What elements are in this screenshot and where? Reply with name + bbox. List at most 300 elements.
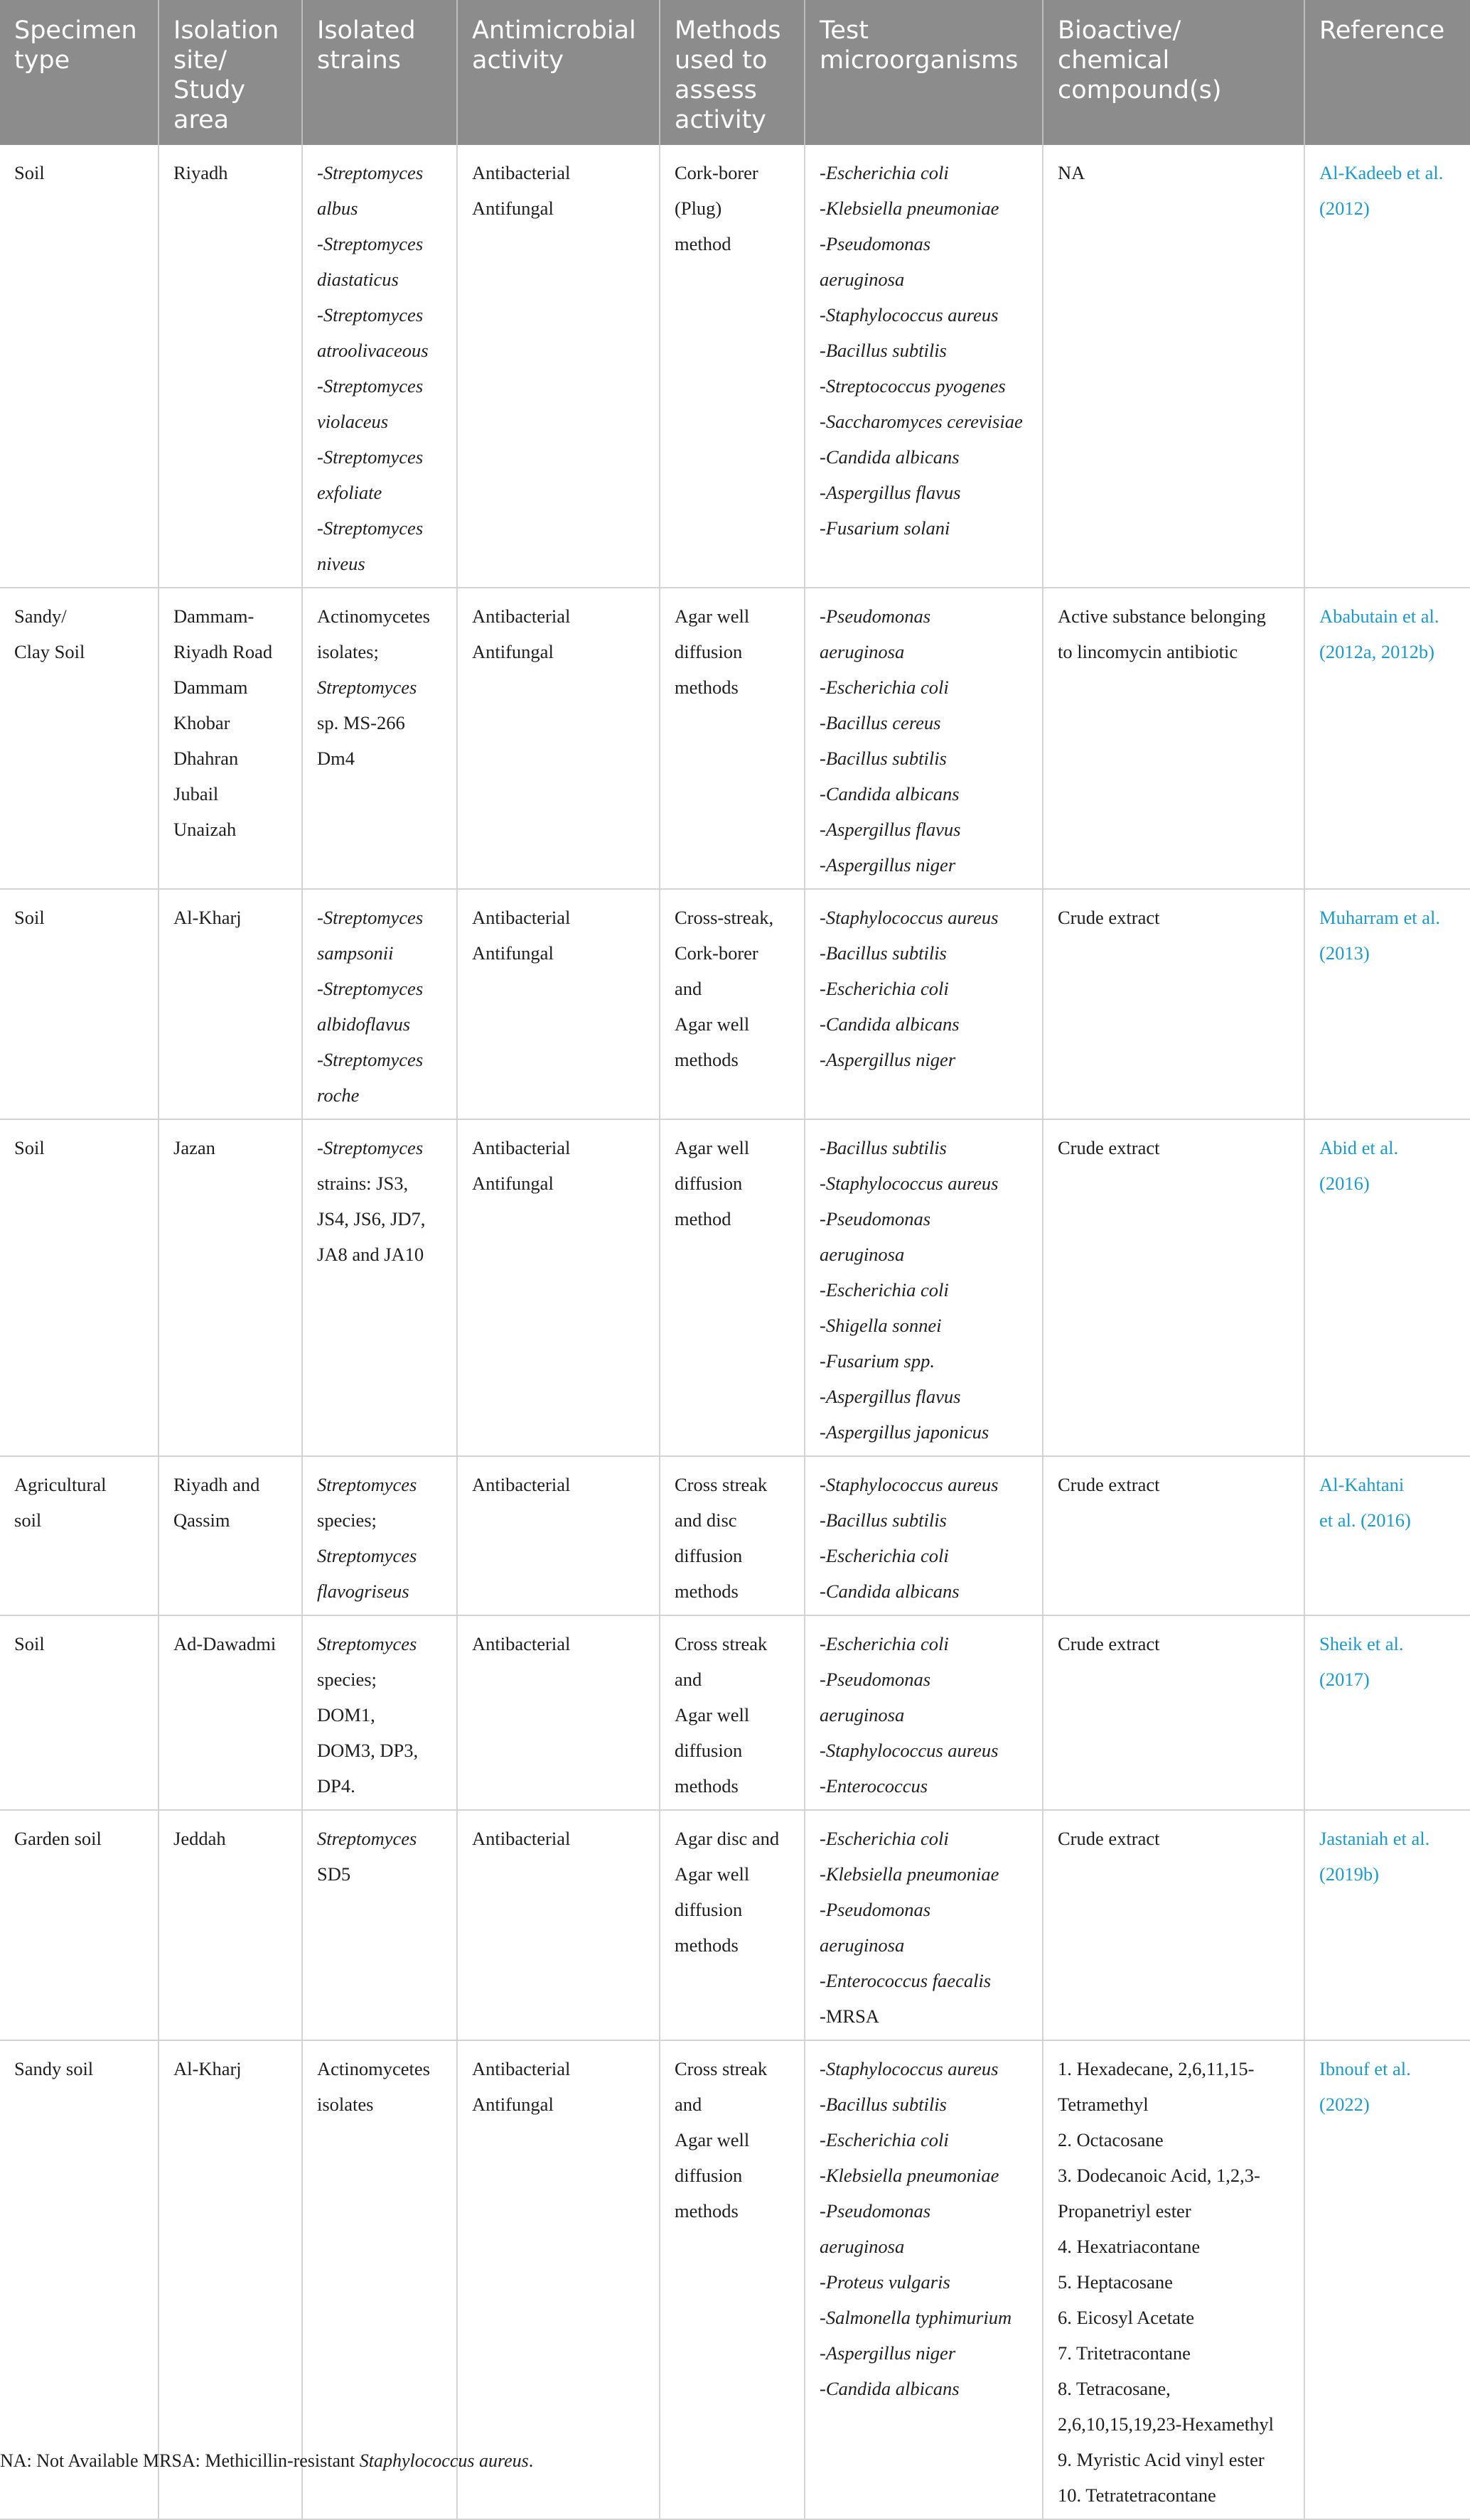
- cell-test-microorganisms: [805, 145, 1043, 588]
- cell-specimen-type: [0, 889, 159, 1119]
- cell-text: species;: [317, 1509, 377, 1531]
- cell-specimen-type: [0, 2040, 159, 2519]
- cell-text: DOM3, DP3,: [317, 1740, 419, 1761]
- reference-link[interactable]: Abid et al.: [1319, 1137, 1399, 1158]
- cell-isolation-site: [159, 588, 302, 889]
- cell-text: JA8 and JA10: [317, 1244, 424, 1265]
- cell-text: -Saccharomyces cerevisiae: [820, 411, 1023, 432]
- cell-text: Antibacterial: [472, 1137, 571, 1158]
- cell-text: diffusion: [675, 1740, 743, 1761]
- table-body: [0, 145, 1470, 2519]
- cell-isolated-strains: [302, 145, 457, 588]
- cell-text: methods: [675, 1934, 739, 1956]
- cell-specimen-type: [0, 145, 159, 588]
- cell-text: Agricultural: [14, 1474, 107, 1495]
- cell-specimen-type: [0, 1810, 159, 2040]
- cell-antimicrobial-activity: [457, 889, 660, 1119]
- cell-text: -Streptomyces: [317, 907, 424, 928]
- cell-specimen-type: [0, 1615, 159, 1810]
- header-text: area: [173, 106, 230, 134]
- header-methods: [660, 0, 805, 145]
- cell-text: Cross streak: [675, 1474, 768, 1495]
- cell-text: -Staphylococcus aureus: [820, 1474, 999, 1495]
- cell-text: SD5: [317, 1863, 351, 1885]
- cell-text: -Streptomyces: [317, 233, 424, 254]
- reference-link[interactable]: Jastaniah et al.: [1319, 1828, 1430, 1849]
- cell-text: Active substance belonging: [1058, 605, 1266, 627]
- header-bioactive-compounds: [1043, 0, 1304, 145]
- cell-text: Antifungal: [472, 942, 554, 964]
- cell-text: -Staphylococcus aureus: [820, 2058, 999, 2079]
- cell-text: albus: [317, 198, 358, 219]
- header-text: type: [14, 46, 70, 75]
- header-text: activity: [675, 106, 767, 134]
- header-specimen-type: [0, 0, 159, 145]
- cell-reference: [1304, 145, 1470, 588]
- cell-text: -Aspergillus flavus: [820, 819, 961, 840]
- cell-text: aeruginosa: [820, 1934, 905, 1956]
- cell-text: -Enterococcus: [820, 1775, 928, 1797]
- cell-text: and: [675, 2094, 702, 2115]
- cell-text: -Escherichia coli: [820, 2129, 949, 2150]
- cell-text: Riyadh and: [173, 1474, 260, 1495]
- cell-text: Agar well: [675, 1137, 750, 1158]
- cell-text: -Proteus vulgaris: [820, 2271, 950, 2293]
- cell-text: -Streptomyces: [317, 304, 424, 325]
- cell-text: 10. Tetratetracontane: [1058, 2484, 1216, 2506]
- table-row: [0, 2040, 1470, 2519]
- cell-text: -Pseudomonas: [820, 1899, 931, 1920]
- cell-text: -Streptomyces: [317, 517, 424, 539]
- cell-antimicrobial-activity: [457, 1615, 660, 1810]
- cell-text: Clay Soil: [14, 641, 85, 662]
- cell-text: Jeddah: [173, 1828, 226, 1849]
- footnote-end: .: [528, 2450, 534, 2471]
- cell-text: soil: [14, 1509, 42, 1531]
- cell-text: -Candida albicans: [820, 783, 960, 804]
- cell-reference: [1304, 1456, 1470, 1615]
- cell-text: methods: [675, 2200, 739, 2222]
- cell-test-microorganisms: [805, 588, 1043, 889]
- cell-text: -Candida albicans: [820, 1581, 960, 1602]
- cell-bioactive-compounds: [1043, 1810, 1304, 2040]
- cell-text: -Aspergillus flavus: [820, 482, 961, 503]
- cell-text: -Salmonella typhimurium: [820, 2307, 1012, 2328]
- cell-text: -Bacillus subtilis: [820, 340, 947, 361]
- cell-text: Jubail: [173, 783, 219, 804]
- cell-text: -Escherichia coli: [820, 677, 949, 698]
- cell-text: -Staphylococcus aureus: [820, 1173, 999, 1194]
- cell-text: Antifungal: [472, 641, 554, 662]
- cell-text: and: [675, 1669, 702, 1690]
- cell-text: Antifungal: [472, 2094, 554, 2115]
- cell-text: aeruginosa: [820, 1704, 905, 1725]
- reference-link[interactable]: Muharram et al.: [1319, 907, 1440, 928]
- cell-text: Actinomycetes: [317, 2058, 430, 2079]
- cell-text: JS4, JS6, JD7,: [317, 1208, 426, 1229]
- cell-methods: [660, 145, 805, 588]
- reference-link[interactable]: (2012a, 2012b): [1319, 641, 1434, 662]
- cell-text: -Escherichia coli: [820, 1633, 949, 1654]
- header-reference: [1304, 0, 1470, 145]
- header-text: microorganisms: [820, 46, 1019, 75]
- cell-text: Al-Kharj: [173, 907, 242, 928]
- cell-text: DOM1,: [317, 1704, 375, 1725]
- cell-text: -Staphylococcus aureus: [820, 1740, 999, 1761]
- cell-methods: [660, 588, 805, 889]
- cell-text: Unaizah: [173, 819, 237, 840]
- reference-link[interactable]: et al. (2016): [1319, 1509, 1411, 1531]
- cell-text: -Escherichia coli: [820, 978, 949, 999]
- cell-text: -Streptomyces: [317, 162, 424, 183]
- cell-isolated-strains: [302, 1456, 457, 1615]
- cell-text: -Aspergillus niger: [820, 1049, 956, 1070]
- cell-isolation-site: [159, 1810, 302, 2040]
- cell-text: Crude extract: [1058, 1474, 1160, 1495]
- cell-text: Qassim: [173, 1509, 230, 1531]
- cell-text: DP4.: [317, 1775, 355, 1797]
- cell-text: -Bacillus cereus: [820, 712, 941, 733]
- cell-text: Antifungal: [472, 1173, 554, 1194]
- cell-text: -Bacillus subtilis: [820, 2094, 947, 2115]
- cell-text: -Bacillus subtilis: [820, 1509, 947, 1531]
- cell-text: -Streptomyces: [317, 1137, 424, 1158]
- cell-text: Agar disc and: [675, 1828, 780, 1849]
- header-text: strains: [317, 46, 401, 75]
- cell-text: Cross streak: [675, 1633, 768, 1654]
- cell-text: Dm4: [317, 748, 355, 769]
- cell-text: Antibacterial: [472, 1633, 571, 1654]
- cell-text: Cork-borer: [675, 162, 758, 183]
- reference-link[interactable]: Al-Kahtani: [1319, 1474, 1405, 1495]
- cell-text: Soil: [14, 1137, 45, 1158]
- cell-text: Crude extract: [1058, 907, 1160, 928]
- cell-text: Dammam: [173, 677, 248, 698]
- cell-text: Agar well: [675, 1863, 750, 1885]
- footnote-italic: Staphylococcus aureus: [359, 2450, 529, 2471]
- cell-bioactive-compounds: [1043, 588, 1304, 889]
- cell-text: violaceus: [317, 411, 389, 432]
- cell-text: -Enterococcus faecalis: [820, 1970, 992, 1991]
- cell-text: -Fusarium spp.: [820, 1350, 935, 1372]
- reference-link[interactable]: (2012): [1319, 198, 1370, 219]
- header-text: Isolated: [317, 16, 416, 45]
- cell-text: -Aspergillus niger: [820, 854, 956, 876]
- cell-text: Antibacterial: [472, 2058, 571, 2079]
- cell-text: Agar well: [675, 1013, 750, 1035]
- cell-text: Agar well: [675, 605, 750, 627]
- cell-text: -Fusarium solani: [820, 517, 950, 539]
- cell-text: sp. MS-266: [317, 712, 405, 733]
- header-text: Methods: [675, 16, 781, 45]
- table-header: [0, 0, 1470, 145]
- cell-text: -Bacillus subtilis: [820, 748, 947, 769]
- cell-text: Antibacterial: [472, 907, 571, 928]
- cell-text: 9. Myristic Acid vinyl ester: [1058, 2449, 1265, 2470]
- cell-test-microorganisms: [805, 1456, 1043, 1615]
- cell-text: -Candida albicans: [820, 1013, 960, 1035]
- cell-text: Dammam-: [173, 605, 254, 627]
- cell-text: method: [675, 233, 731, 254]
- cell-antimicrobial-activity: [457, 2040, 660, 2519]
- cell-text: Agar well: [675, 1704, 750, 1725]
- cell-text: isolates;: [317, 641, 379, 662]
- cell-text: albidoflavus: [317, 1013, 411, 1035]
- cell-text: -MRSA: [820, 2005, 879, 2027]
- cell-test-microorganisms: [805, 889, 1043, 1119]
- cell-text: -Streptomyces: [317, 978, 424, 999]
- cell-text: Streptomyces: [317, 1633, 417, 1654]
- cell-text: diffusion: [675, 1545, 743, 1566]
- reference-link[interactable]: Ababutain et al.: [1319, 605, 1439, 627]
- cell-text: -Klebsiella pneumoniae: [820, 198, 999, 219]
- header-text: Reference: [1319, 16, 1445, 45]
- cell-text: Riyadh: [173, 162, 228, 183]
- header-text: used to: [675, 46, 768, 75]
- cell-isolation-site: [159, 2040, 302, 2519]
- cell-text: Sandy/: [14, 605, 67, 627]
- header-isolation-site: [159, 0, 302, 145]
- cell-text: -Streptococcus pyogenes: [820, 375, 1006, 397]
- cell-text: Khobar: [173, 712, 230, 733]
- cell-text: aeruginosa: [820, 1244, 905, 1265]
- cell-text: Antifungal: [472, 198, 554, 219]
- reference-link[interactable]: (2022): [1319, 2094, 1370, 2115]
- cell-text: -Pseudomonas: [820, 2200, 931, 2222]
- cell-text: methods: [675, 1775, 739, 1797]
- cell-specimen-type: [0, 588, 159, 889]
- cell-text: 4. Hexatriacontane: [1058, 2236, 1201, 2257]
- header-text: Antimicrobial: [472, 16, 636, 45]
- cell-text: 8. Tetracosane,: [1058, 2378, 1171, 2399]
- table-row: [0, 588, 1470, 889]
- header-text: Test: [820, 16, 869, 45]
- cell-text: Actinomycetes: [317, 605, 430, 627]
- cell-text: Streptomyces: [317, 677, 417, 698]
- cell-text: NA: [1058, 162, 1085, 183]
- cell-bioactive-compounds: [1043, 1456, 1304, 1615]
- cell-text: -Bacillus subtilis: [820, 1137, 947, 1158]
- cell-text: Crude extract: [1058, 1828, 1160, 1849]
- cell-text: -Streptomyces: [317, 375, 424, 397]
- cell-text: diastaticus: [317, 269, 399, 290]
- cell-methods: [660, 1810, 805, 2040]
- cell-text: method: [675, 1208, 731, 1229]
- cell-text: species;: [317, 1669, 377, 1690]
- cell-text: Jazan: [173, 1137, 215, 1158]
- cell-text: Ad-Dawadmi: [173, 1633, 277, 1654]
- cell-text: aeruginosa: [820, 269, 905, 290]
- cell-text: diffusion: [675, 641, 743, 662]
- cell-isolated-strains: [302, 1615, 457, 1810]
- cell-text: Sandy soil: [14, 2058, 94, 2079]
- cell-isolation-site: [159, 889, 302, 1119]
- cell-bioactive-compounds: [1043, 2040, 1304, 2519]
- header-antimicrobial-activity: [457, 0, 660, 145]
- cell-text: -Escherichia coli: [820, 1279, 949, 1301]
- cell-text: -Bacillus subtilis: [820, 942, 947, 964]
- reference-link[interactable]: Sheik et al.: [1319, 1633, 1404, 1654]
- cell-text: methods: [675, 677, 739, 698]
- cell-methods: [660, 1119, 805, 1456]
- cell-text: -Pseudomonas: [820, 605, 931, 627]
- cell-text: sampsonii: [317, 942, 394, 964]
- header-row: [0, 0, 1470, 145]
- cell-text: Dhahran: [173, 748, 239, 769]
- cell-reference: [1304, 588, 1470, 889]
- cell-text: strains: JS3,: [317, 1173, 409, 1194]
- cell-test-microorganisms: [805, 2040, 1043, 2519]
- header-text: activity: [472, 46, 564, 75]
- cell-reference: [1304, 889, 1470, 1119]
- cell-methods: [660, 889, 805, 1119]
- cell-antimicrobial-activity: [457, 588, 660, 889]
- cell-text: -Pseudomonas: [820, 1669, 931, 1690]
- cell-antimicrobial-activity: [457, 1456, 660, 1615]
- cell-text: -Klebsiella pneumoniae: [820, 2165, 999, 2186]
- cell-text: Streptomyces: [317, 1545, 417, 1566]
- cell-text: -Klebsiella pneumoniae: [820, 1863, 999, 1885]
- cell-text: -Streptomyces: [317, 1049, 424, 1070]
- cell-bioactive-compounds: [1043, 145, 1304, 588]
- header-text: site/: [173, 46, 227, 75]
- cell-text: -Shigella sonnei: [820, 1315, 942, 1336]
- cell-text: diffusion: [675, 2165, 743, 2186]
- footnote-text: NA: Not Available MRSA: Methicillin-resistant: [0, 2450, 360, 2471]
- cell-antimicrobial-activity: [457, 145, 660, 588]
- table-row: [0, 889, 1470, 1119]
- cell-text: Soil: [14, 162, 45, 183]
- cell-bioactive-compounds: [1043, 1615, 1304, 1810]
- cell-text: -Aspergillus japonicus: [820, 1421, 989, 1443]
- cell-reference: [1304, 1119, 1470, 1456]
- cell-text: atroolivaceous: [317, 340, 429, 361]
- cell-methods: [660, 1456, 805, 1615]
- reference-link[interactable]: (2017): [1319, 1669, 1370, 1690]
- cell-text: niveus: [317, 553, 365, 574]
- cell-specimen-type: [0, 1456, 159, 1615]
- cell-antimicrobial-activity: [457, 1119, 660, 1456]
- cell-text: aeruginosa: [820, 2236, 905, 2257]
- cell-text: aeruginosa: [820, 641, 905, 662]
- table-footnote: [0, 2450, 533, 2472]
- header-text: Bioactive/: [1058, 16, 1181, 45]
- table-row: [0, 1810, 1470, 2040]
- cell-text: methods: [675, 1581, 739, 1602]
- cell-isolation-site: [159, 1615, 302, 1810]
- cell-text: to lincomycin antibiotic: [1058, 641, 1238, 662]
- cell-text: -Pseudomonas: [820, 1208, 931, 1229]
- cell-text: Cross-streak,: [675, 907, 774, 928]
- cell-text: (Plug): [675, 198, 722, 219]
- cell-text: 7. Tritetracontane: [1058, 2342, 1191, 2364]
- reference-link[interactable]: Al-Kadeeb et al.: [1319, 162, 1444, 183]
- cell-methods: [660, 2040, 805, 2519]
- cell-bioactive-compounds: [1043, 1119, 1304, 1456]
- cell-text: Antibacterial: [472, 162, 571, 183]
- cell-text: -Pseudomonas: [820, 233, 931, 254]
- header-text: chemical: [1058, 46, 1170, 75]
- cell-text: -Aspergillus niger: [820, 2342, 956, 2364]
- cell-text: -Escherichia coli: [820, 1545, 949, 1566]
- cell-antimicrobial-activity: [457, 1810, 660, 2040]
- header-text: compound(s): [1058, 76, 1222, 104]
- table-row: [0, 145, 1470, 588]
- cell-text: -Escherichia coli: [820, 162, 949, 183]
- header-test-microorganisms: [805, 0, 1043, 145]
- header-text: Study: [173, 76, 246, 104]
- cell-test-microorganisms: [805, 1810, 1043, 2040]
- cell-text: 5. Heptacosane: [1058, 2271, 1173, 2293]
- cell-text: and: [675, 978, 702, 999]
- cell-isolation-site: [159, 1456, 302, 1615]
- cell-text: 2,6,10,15,19,23-Hexamethyl: [1058, 2413, 1274, 2435]
- cell-text: Riyadh Road: [173, 641, 273, 662]
- cell-text: Tetramethyl: [1058, 2094, 1149, 2115]
- reference-link[interactable]: Ibnouf et al.: [1319, 2058, 1411, 2079]
- cell-text: 2. Octacosane: [1058, 2129, 1164, 2150]
- cell-text: Agar well: [675, 2129, 750, 2150]
- cell-text: -Staphylococcus aureus: [820, 304, 999, 325]
- header-text: assess: [675, 76, 757, 104]
- cell-methods: [660, 1615, 805, 1810]
- header-isolated-strains: [302, 0, 457, 145]
- cell-text: Streptomyces: [317, 1474, 417, 1495]
- cell-text: Al-Kharj: [173, 2058, 242, 2079]
- cell-text: 1. Hexadecane, 2,6,11,15-: [1058, 2058, 1255, 2079]
- cell-isolated-strains: [302, 588, 457, 889]
- cell-text: Antibacterial: [472, 1474, 571, 1495]
- cell-text: diffusion: [675, 1173, 743, 1194]
- cell-text: and disc: [675, 1509, 737, 1531]
- cell-text: Crude extract: [1058, 1137, 1160, 1158]
- cell-text: -Staphylococcus aureus: [820, 907, 999, 928]
- cell-text: diffusion: [675, 1899, 743, 1920]
- reference-link[interactable]: (2019b): [1319, 1863, 1379, 1885]
- cell-text: Soil: [14, 907, 45, 928]
- cell-test-microorganisms: [805, 1615, 1043, 1810]
- cell-text: Streptomyces: [317, 1828, 417, 1849]
- cell-bioactive-compounds: [1043, 889, 1304, 1119]
- table-row: [0, 1615, 1470, 1810]
- cell-isolated-strains: [302, 1810, 457, 2040]
- cell-text: -Escherichia coli: [820, 1828, 949, 1849]
- cell-text: Antibacterial: [472, 1828, 571, 1849]
- cell-text: -Aspergillus flavus: [820, 1386, 961, 1407]
- cell-text: Cross streak: [675, 2058, 768, 2079]
- cell-text: 3. Dodecanoic Acid, 1,2,3-: [1058, 2165, 1260, 2186]
- cell-text: Antibacterial: [472, 605, 571, 627]
- cell-specimen-type: [0, 1119, 159, 1456]
- cell-text: isolates: [317, 2094, 374, 2115]
- cell-text: Soil: [14, 1633, 45, 1654]
- header-text: Isolation: [173, 16, 279, 45]
- cell-test-microorganisms: [805, 1119, 1043, 1456]
- header-text: Specimen: [14, 16, 137, 45]
- cell-isolation-site: [159, 145, 302, 588]
- reference-link[interactable]: (2016): [1319, 1173, 1370, 1194]
- reference-link[interactable]: (2013): [1319, 942, 1370, 964]
- cell-text: exfoliate: [317, 482, 382, 503]
- cell-text: -Streptomyces: [317, 446, 424, 468]
- table-row: [0, 1119, 1470, 1456]
- cell-isolated-strains: [302, 1119, 457, 1456]
- cell-reference: [1304, 1810, 1470, 2040]
- cell-text: Cork-borer: [675, 942, 758, 964]
- cell-isolated-strains: [302, 2040, 457, 2519]
- cell-text: Crude extract: [1058, 1633, 1160, 1654]
- cell-text: flavogriseus: [317, 1581, 409, 1602]
